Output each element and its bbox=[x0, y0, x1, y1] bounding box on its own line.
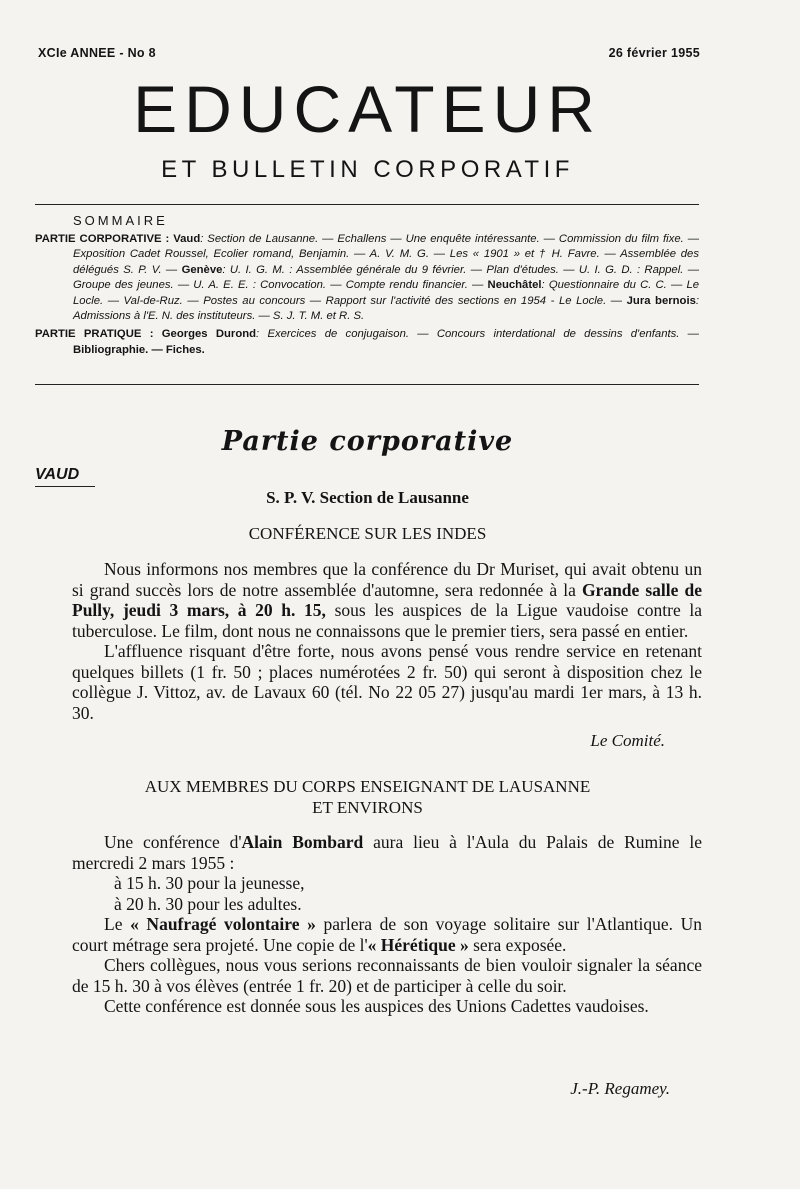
region-label: VAUD bbox=[35, 466, 95, 487]
issue-date: 26 février 1955 bbox=[608, 46, 700, 60]
article1-p1-a: Nous informons nos membres que la conférence du Dr Muriset, qui avait obtenu un si grand succès lors de notre assemblée d'automne, sera redonnée à la bbox=[72, 559, 702, 600]
article1-p1-bold: Grande salle de Pully, jeudi 3 mars, à 20 h. 15, bbox=[72, 579, 702, 620]
masthead-title: EDUCATEUR bbox=[133, 72, 602, 146]
article1-p1-b: sous les auspices de la Ligue vaudoise contre la tuberculose. Le film, dont nous ne connaissons que le premier tiers, sera passé en entier. bbox=[72, 600, 702, 641]
article2-p2-b: parlera de son voyage solitaire sur l'Atlantique. Un court métrage sera projeté. Une copie de l' bbox=[72, 914, 703, 955]
article2-body bbox=[72, 832, 702, 1017]
article1-heading: S. P. V. Section de Lausanne bbox=[266, 488, 469, 507]
article2-p2-c: sera exposée. bbox=[473, 934, 567, 955]
prat-biblio: Bibliographie. — Fiches. bbox=[73, 343, 205, 356]
article2-signature: J.-P. Regamey. bbox=[570, 1079, 670, 1098]
article1-paragraph: L'affluence risquant d'être forte, nous avons pensé vous rendre service en retenant quelques billets (1 fr. 50 ; places numérotées 2 fr. 50) qui seront à disposition chez le collègue J. Vittoz, av. de Lavaux 60 (tél. No 22 05 27) jusqu'au mardi 1er mars, à 13 h. 30. bbox=[72, 641, 702, 723]
article2-p2-bold1: « Naufragé volontaire » bbox=[130, 914, 316, 934]
corp-neuchatel-label: Neuchâtel bbox=[487, 279, 542, 292]
article2-p1-bold: Alain Bombard bbox=[241, 832, 364, 852]
article1-signature: Le Comité. bbox=[590, 731, 665, 750]
corp-jura-text: : Admissions à l'E. N. des instituteurs. — S. J. T. M. et R. S. bbox=[73, 294, 700, 323]
sommaire-pratique bbox=[35, 327, 699, 358]
section-title: Partie corporative bbox=[221, 426, 514, 457]
issue-number: XCIe ANNEE - No 8 bbox=[38, 46, 156, 60]
article2-paragraph: Chers collègues, nous vous serions reconnaissants de bien vouloir signaler la séance de 15 h. 30 à vos élèves (entrée 1 fr. 20) et de participer à celle du soir. bbox=[72, 955, 702, 996]
article1-subheading: CONFÉRENCE SUR LES INDES bbox=[248, 524, 487, 543]
pratique-label: PARTIE PRATIQUE : bbox=[35, 328, 154, 341]
article2-paragraph: Cette conférence est donnée sous les auspices des Unions Cadettes vaudoises. bbox=[104, 996, 649, 1016]
divider-bottom bbox=[35, 384, 699, 385]
schedule-item: à 15 h. 30 pour la jeunesse, bbox=[114, 873, 305, 893]
article2-p2-a: Le bbox=[104, 914, 123, 934]
article1-body bbox=[72, 559, 702, 723]
article2-p1-b: aura lieu à l'Aula du Palais de Rumine le mercredi 2 mars 1955 : bbox=[72, 832, 703, 873]
article2-heading bbox=[0, 776, 735, 818]
prat-durond-text: : Exercices de conjugaison. — Concours interdational de dessins d'enfants. — bbox=[256, 328, 699, 341]
corp-jura-label: Jura bernois bbox=[626, 294, 696, 307]
divider-top bbox=[35, 204, 699, 205]
article1-paragraph bbox=[72, 559, 702, 641]
corp-geneve-label: Genève bbox=[181, 263, 223, 276]
masthead-subtitle: ET BULLETIN CORPORATIF bbox=[161, 156, 574, 183]
article2-paragraph bbox=[72, 914, 702, 955]
article2-heading-line1: AUX MEMBRES DU CORPS ENSEIGNANT DE LAUSANNE bbox=[144, 777, 591, 796]
corp-geneve-text: : U. I. G. M. : Assemblée générale du 9 février. — Plan d'études. — U. I. G. D. : Rappel. — Groupe des jeunes. — U. A. E. E. : Convocation. — Compte rendu financier. — bbox=[73, 263, 699, 292]
schedule-list bbox=[72, 873, 702, 914]
article2-p1-a: Une conférence d' bbox=[104, 832, 242, 852]
corp-neuchatel-text: : Questionnaire du C. C. — Le Locle. — Val-de-Ruz. — Postes au concours — Rapport sur l'activité des sections en 1954 - Le Locle. — bbox=[73, 279, 700, 307]
sommaire-corporative bbox=[35, 232, 699, 324]
corp-vaud-text: : Section de Lausanne. — Echallens — Une enquête intéressante. — Commission du film fixe. — Exposition Cadet Roussel, Ecolier romand, Benjamin. — A. V. M. G. — Les « 1901 » et † H. Favre. — Assemblée des délégués S. P. V. — bbox=[73, 233, 700, 276]
schedule-item: à 20 h. 30 pour les adultes. bbox=[114, 893, 302, 914]
sommaire-block bbox=[35, 232, 699, 358]
article2-heading-line2: ET ENVIRONS bbox=[312, 798, 423, 817]
corporative-label: PARTIE CORPORATIVE : bbox=[35, 233, 170, 245]
corp-vaud-label: Vaud bbox=[173, 233, 201, 245]
sommaire-heading: SOMMAIRE bbox=[73, 213, 168, 228]
prat-durond-label: Georges Durond bbox=[161, 328, 257, 341]
article2-p2-bold2: « Hérétique » bbox=[367, 934, 469, 955]
article2-paragraph bbox=[72, 832, 702, 873]
